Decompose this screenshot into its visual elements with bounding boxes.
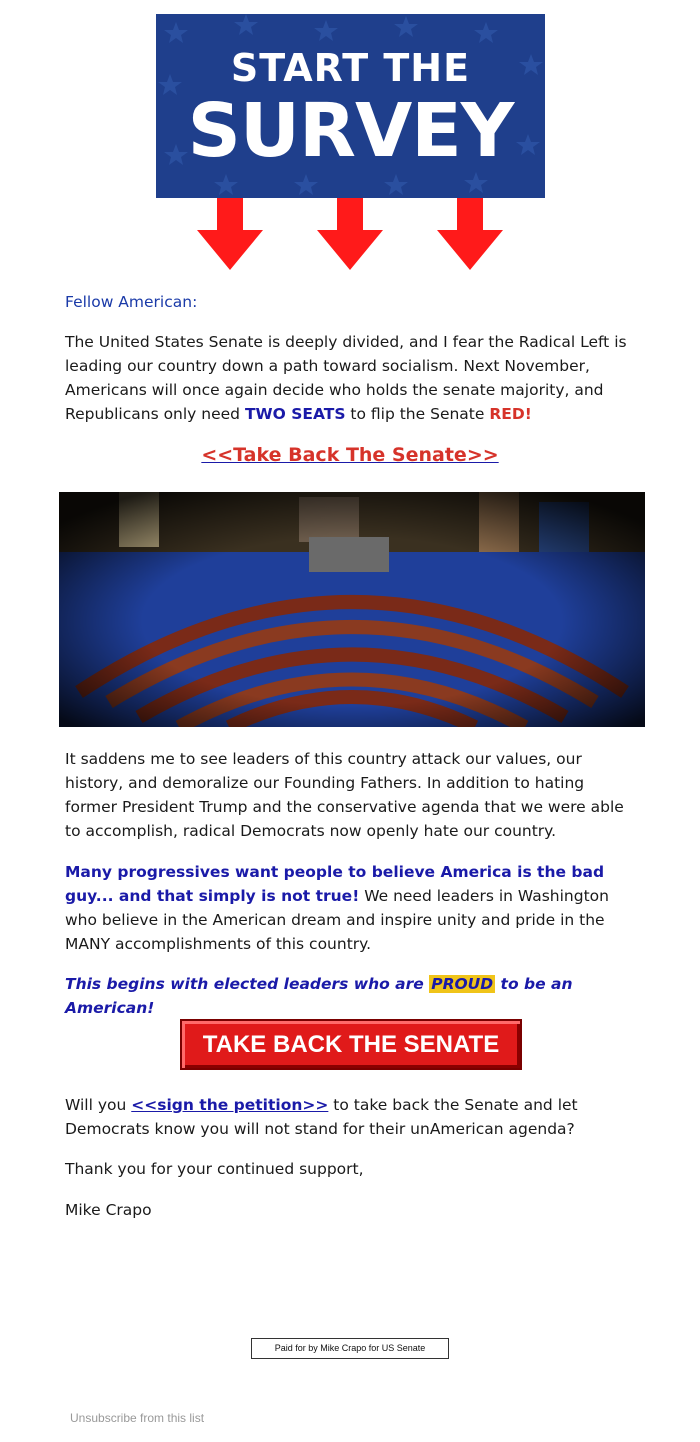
petition-text-b: to take back the Senate and let Democrats know you will not stand for their unAmerican agenda? bbox=[65, 1096, 578, 1138]
cta-link-container bbox=[0, 444, 700, 466]
down-arrow-icon bbox=[197, 198, 263, 270]
proud-line-a: This begins with elected leaders who are bbox=[65, 975, 430, 993]
greeting: Fellow American: bbox=[65, 293, 198, 311]
signature: Mike Crapo bbox=[65, 1201, 152, 1219]
start-survey-banner[interactable] bbox=[156, 14, 545, 198]
down-arrow-icon bbox=[437, 198, 503, 270]
proud-highlight: PROUD bbox=[431, 975, 494, 993]
values-paragraph: It saddens me to see leaders of this country attack our values, our history, and demoralize our Founding Fathers. In addition to hating former President Trump and the conservative agenda that we were able to accomplish, radical Democrats now openly hate our country. bbox=[65, 750, 624, 840]
petition-text-a: Will you bbox=[65, 1096, 132, 1114]
senate-chamber-image[interactable] bbox=[59, 492, 645, 727]
intro-text: The United States Senate is deeply divided, and I fear the Radical Left is leading our country down a path toward socialism. Next November, Americans will once again decide who holds the senate majority, and Republicans only need bbox=[65, 333, 627, 423]
banner-line-2: SURVEY bbox=[187, 88, 514, 174]
intro-text-cont: to flip the Senate bbox=[345, 405, 490, 423]
senate-chamber-illustration bbox=[59, 492, 645, 727]
red-emphasis: RED! bbox=[489, 405, 532, 423]
two-seats-emphasis: TWO SEATS bbox=[244, 405, 346, 423]
intro-paragraph bbox=[65, 330, 640, 426]
progressives-text: We need leaders in Washington who believe in the American dream and inspire unity and pride in the MANY accomplishments of this country. bbox=[65, 887, 609, 953]
down-arrow-icon bbox=[317, 198, 383, 270]
paid-for-disclaimer: Paid for by Mike Crapo for US Senate bbox=[251, 1338, 449, 1359]
sign-petition-link[interactable]: <<sign the petition>> bbox=[131, 1096, 329, 1114]
thanks-line: Thank you for your continued support, bbox=[65, 1160, 364, 1178]
banner-line-1: START THE bbox=[230, 46, 471, 90]
take-back-senate-button[interactable]: TAKE BACK THE SENATE bbox=[180, 1019, 522, 1070]
take-back-senate-link[interactable]: <<Take Back The Senate>> bbox=[201, 444, 499, 466]
petition-paragraph bbox=[65, 1093, 640, 1141]
progressives-emphasis: Many progressives want people to believe America is the bad guy... and that simply is not true! bbox=[65, 863, 605, 905]
progressives-paragraph bbox=[65, 860, 640, 956]
proud-line bbox=[65, 972, 640, 1020]
proud-line-b: to be an American! bbox=[65, 975, 573, 1017]
unsubscribe-link[interactable]: Unsubscribe from this list bbox=[70, 1411, 205, 1425]
